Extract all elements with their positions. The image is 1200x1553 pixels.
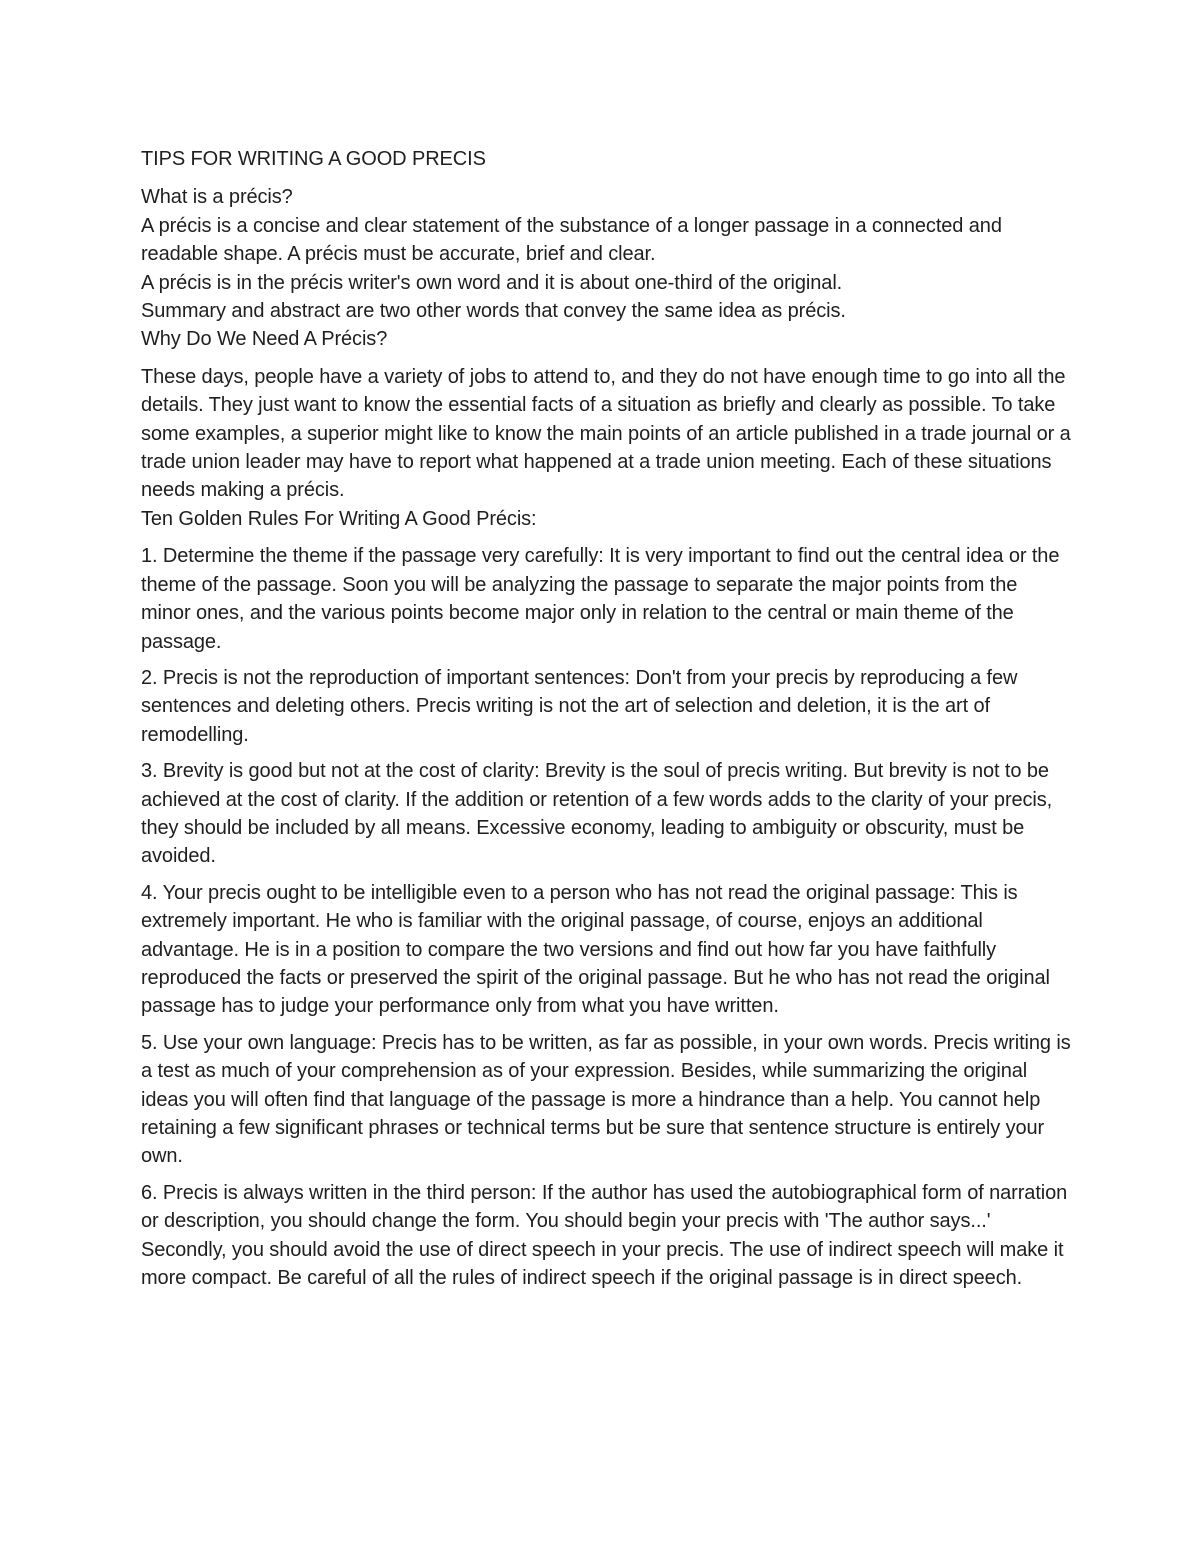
rule-item: 1. Determine the theme if the passage very carefully: It is very important to find out the central idea or the theme of the passage. Soon you will be analyzing the passage to separate the major points from the minor ones, and the various points become major only in relation to the central or main theme of the passage. <box>141 545 1060 653</box>
rule-item: 3. Brevity is good but not at the cost of clarity: Brevity is the soul of precis writing. But brevity is not to be achieved at the cost of clarity. If the addition or retention of a few words adds to the clarity of your precis, they should be included by all means. Excessive economy, leading to ambiguity or obscurity, must be avoided. <box>141 760 1053 868</box>
document-body <box>141 145 1071 1292</box>
document-title: TIPS FOR WRITING A GOOD PRECIS <box>141 148 486 170</box>
definition-paragraph-3: Summary and abstract are two other words that convey the same idea as précis. <box>141 300 846 323</box>
definition-paragraph-2: A précis is in the précis writer's own word and it is about one-third of the original. <box>141 271 843 294</box>
definition-paragraph-1: A précis is a concise and clear statement of the substance of a longer passage in a connected and readable shape. A précis must be accurate, brief and clear. <box>141 214 1002 266</box>
rules-list <box>141 542 1071 1292</box>
rule-item: 4. Your precis ought to be intelligible even to a person who has not read the original passage: This is extremely important. He who is familiar with the original passage, of course, enjoys an additional advantage. He is in a position to compare the two versions and find out how far you have faithfully reproduced the facts or preserved the spirit of the original passage. But he who has not read the original passage has to judge your performance only from what you have written. <box>141 881 1050 1018</box>
why-paragraph: These days, people have a variety of jobs to attend to, and they do not have enough time to go into all the details. They just want to know the essential facts of a situation as briefly and clearly as possible. To take some examples, a superior might like to know the main points of an article published in a trade journal or a trade union leader may have to report what happened at a trade union meeting. Each of these situations needs making a précis. <box>141 365 1071 502</box>
rules-heading: Ten Golden Rules For Writing A Good Précis: <box>141 507 537 530</box>
rule-item: 2. Precis is not the reproduction of important sentences: Don't from your precis by reproducing a few sentences and deleting others. Precis writing is not the art of selection and deletion, it is the art of remodelling. <box>141 666 1018 746</box>
rule-item: 5. Use your own language: Precis has to be written, as far as possible, in your own words. Precis writing is a test as much of your comprehension as of your expression. Besides, while summarizing the original ideas you will often find that language of the passage is more a hindrance than a help. You cannot help retaining a few significant phrases or technical terms but be sure that sentence structure is entirely your own. <box>141 1031 1071 1168</box>
rule-item: 6. Precis is always written in the third person: If the author has used the autobiographical form of narration or description, you should change the form. You should begin your precis with 'The author says...' Secondly, you should avoid the use of direct speech in your precis. The use of indirect speech will make it more compact. Be careful of all the rules of indirect speech if the original passage is in direct speech. <box>141 1181 1068 1290</box>
question-what-is-precis: What is a précis? <box>141 186 293 209</box>
question-why-precis: Why Do We Need A Précis? <box>141 328 388 351</box>
